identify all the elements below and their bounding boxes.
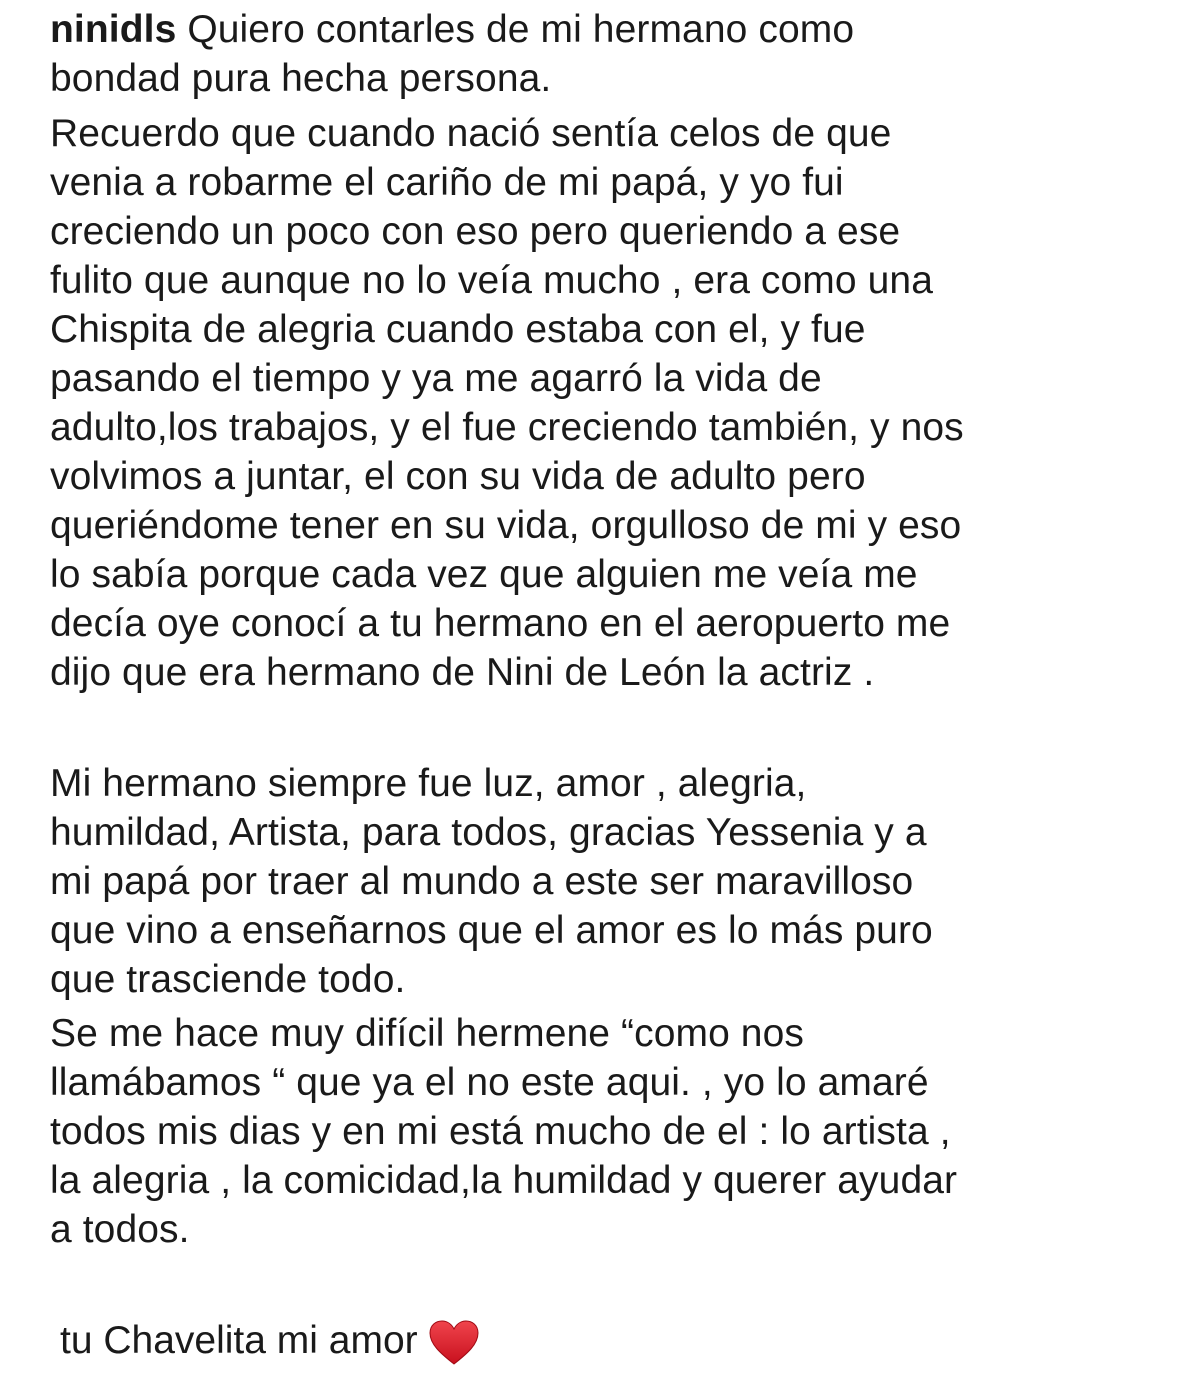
signature bbox=[60, 1316, 480, 1367]
caption-line: bondad pura hecha persona. bbox=[50, 57, 552, 100]
caption-line: adulto,los trabajos, y el fue creciendo también, y nos bbox=[50, 406, 964, 449]
caption-line: todos mis dias y en mi está mucho de el : lo artista , bbox=[50, 1110, 951, 1153]
caption-line: llamábamos “ que ya el no este aqui. , yo lo amaré bbox=[50, 1061, 929, 1104]
caption-line: que vino a enseñarnos que el amor es lo más puro bbox=[50, 909, 933, 952]
caption-line: volvimos a juntar, el con su vida de adulto pero bbox=[50, 455, 866, 498]
caption-line: decía oye conocí a tu hermano en el aeropuerto me bbox=[50, 602, 951, 645]
caption-line bbox=[50, 5, 1180, 54]
signature-text: tu Chavelita mi amor bbox=[60, 1319, 418, 1362]
username-link[interactable]: ninidls bbox=[50, 8, 177, 51]
caption-line: lo sabía porque cada vez que alguien me veía me bbox=[50, 553, 918, 596]
caption-line: fulito que aunque no lo veía mucho , era como una bbox=[50, 259, 933, 302]
caption-line: queriéndome tener en su vida, orgulloso de mi y eso bbox=[50, 504, 962, 547]
caption-line: venia a robarme el cariño de mi papá, y yo fui bbox=[50, 161, 844, 204]
caption-line: mi papá por traer al mundo a este ser maravilloso bbox=[50, 860, 914, 903]
paragraph-3 bbox=[50, 1009, 1180, 1254]
caption-line: dijo que era hermano de Nini de León la actriz . bbox=[50, 651, 875, 694]
caption-line: Chispita de alegria cuando estaba con el, y fue bbox=[50, 308, 866, 351]
caption-line: la alegria , la comicidad,la humildad y querer ayudar bbox=[50, 1159, 958, 1202]
caption-line: a todos. bbox=[50, 1208, 190, 1251]
caption-line: humildad, Artista, para todos, gracias Yessenia y a bbox=[50, 811, 927, 854]
caption-line: pasando el tiempo y ya me agarró la vida de bbox=[50, 357, 822, 400]
caption-line: Mi hermano siempre fue luz, amor , alegria, bbox=[50, 762, 807, 805]
caption-line: que trasciende todo. bbox=[50, 958, 406, 1001]
caption-line: Se me hace muy difícil hermene “como nos bbox=[50, 1012, 804, 1055]
caption-text-segment: Quiero contarles de mi hermano como bbox=[187, 8, 855, 51]
caption-line: creciendo un poco con eso pero queriendo a ese bbox=[50, 210, 901, 253]
red-heart-icon bbox=[428, 1319, 480, 1367]
paragraph-2 bbox=[50, 759, 1180, 1004]
caption-line: Recuerdo que cuando nació sentía celos de que bbox=[50, 112, 892, 155]
paragraph-1 bbox=[50, 109, 1180, 697]
caption-text bbox=[50, 5, 1180, 1254]
